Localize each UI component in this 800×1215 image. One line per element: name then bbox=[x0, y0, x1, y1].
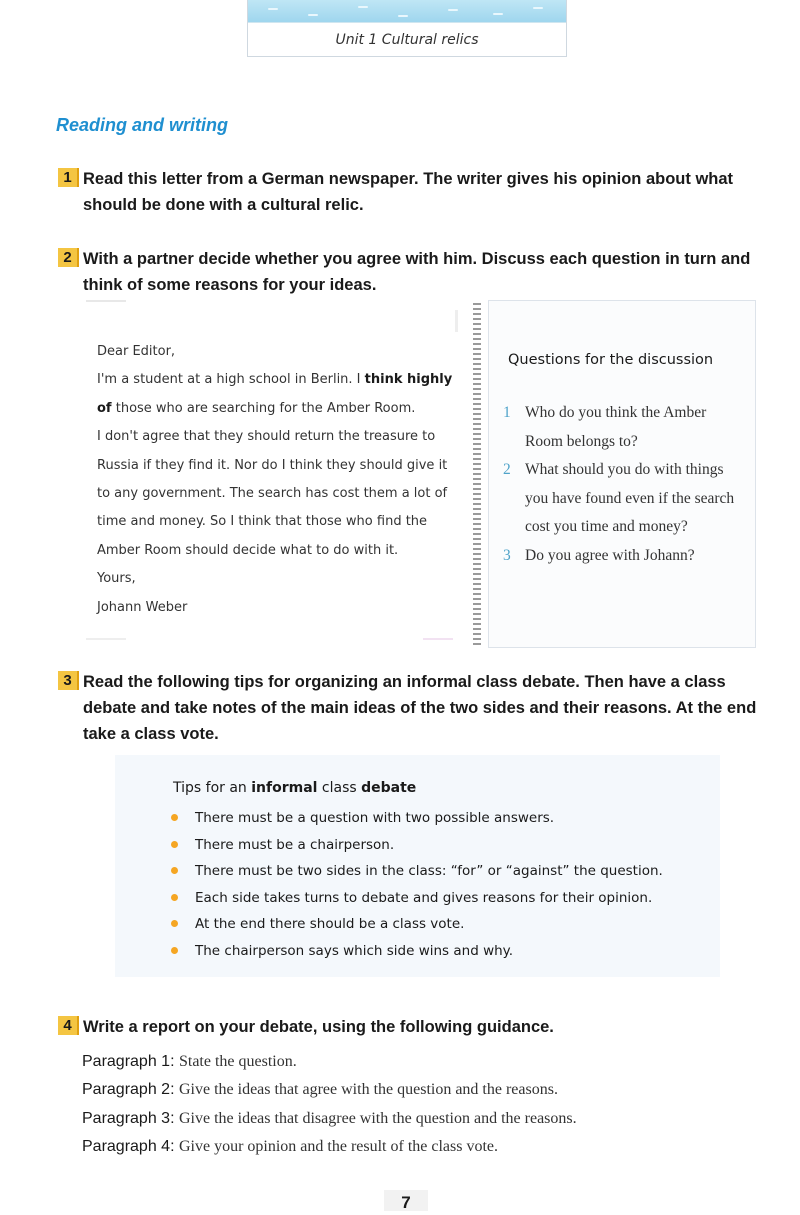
task-number-badge: 2 bbox=[58, 248, 79, 267]
guidance-text: State the question. bbox=[178, 1053, 297, 1070]
tip-item bbox=[170, 938, 663, 965]
guidance-text: Give your opinion and the result of the class vote. bbox=[178, 1137, 499, 1155]
guidance-label: Paragraph 1: bbox=[82, 1053, 175, 1070]
tip-text: There must be a chairperson. bbox=[195, 836, 395, 853]
tip-item bbox=[170, 858, 663, 885]
divider bbox=[86, 300, 126, 302]
task-instruction: Read this letter from a German newspaper. The writer gives his opinion about what should be done with a cultural relic. bbox=[83, 170, 734, 214]
tip-text: There must be a question with two possible answers. bbox=[195, 810, 555, 826]
bullet-icon bbox=[171, 894, 178, 901]
task-1 bbox=[58, 166, 763, 218]
task-instruction: With a partner decide whether you agree with him. Discuss each question in turn and think of some reasons for your ideas. bbox=[83, 250, 751, 294]
guidance-label: Paragraph 4: bbox=[82, 1137, 175, 1155]
tip-text: There must be two sides in the class: “for” or “against” the question. bbox=[195, 863, 663, 880]
guidance-item bbox=[82, 1048, 577, 1076]
letter-text: I'm a student at a high school in Berlin. I bbox=[97, 372, 365, 388]
unit-title: Unit 1 Cultural relics bbox=[335, 32, 479, 48]
tip-text: Each side takes turns to debate and gives reasons for their opinion. bbox=[195, 889, 653, 906]
guidance-text: Give the ideas that agree with the question and the reasons. bbox=[178, 1081, 558, 1099]
question-text: Do you agree with Johann? bbox=[525, 546, 695, 564]
bullet-icon bbox=[171, 841, 178, 848]
question-text: What should you do with things you have found even if the search cost you time and money? bbox=[525, 461, 735, 535]
question-number: 3 bbox=[503, 546, 511, 564]
bullet-icon bbox=[171, 867, 178, 874]
highlighted-phrase: think highly of bbox=[97, 372, 453, 416]
letter-signature: Johann Weber bbox=[97, 599, 188, 615]
guidance-item bbox=[82, 1133, 577, 1161]
letter-salutation: Dear Editor, bbox=[97, 344, 176, 359]
guidance-list bbox=[82, 1048, 577, 1161]
guidance-label: Paragraph 2: bbox=[82, 1081, 175, 1099]
question-item bbox=[503, 399, 743, 456]
tips-list bbox=[170, 805, 663, 965]
question-text: Who do you think the Amber Room belongs to? bbox=[525, 404, 707, 450]
question-number: 2 bbox=[503, 461, 511, 478]
task-number-badge: 3 bbox=[58, 671, 79, 690]
task-4 bbox=[58, 1014, 763, 1040]
unit-banner bbox=[247, 0, 567, 57]
task-2 bbox=[58, 246, 763, 298]
tips-title bbox=[173, 780, 416, 796]
tips-title-bold: informal bbox=[251, 780, 318, 796]
divider bbox=[455, 310, 458, 332]
letter-paragraph: I don't agree that they should return the treasure to Russia if they find it. Nor do I think they should give it to any government. The search has cost them a lot of time and money. So I think that those who find the Amber Room should decide what to do with it. bbox=[97, 429, 448, 558]
task-instruction: Write a report on your debate, using the following guidance. bbox=[83, 1018, 554, 1036]
bullet-icon bbox=[171, 920, 178, 927]
page-number: 7 bbox=[384, 1190, 428, 1211]
tips-title-bold: debate bbox=[361, 780, 417, 796]
tips-title-text: class bbox=[317, 780, 362, 796]
letter bbox=[97, 338, 457, 622]
task-number-badge: 4 bbox=[58, 1016, 79, 1035]
question-item bbox=[503, 456, 743, 542]
section-heading: Reading and writing bbox=[56, 115, 229, 135]
question-item bbox=[503, 542, 743, 571]
divider bbox=[86, 638, 126, 640]
bullet-icon bbox=[171, 947, 178, 954]
guidance-text: Give the ideas that disagree with the question and the reasons. bbox=[178, 1109, 577, 1127]
guidance-item bbox=[82, 1105, 577, 1133]
letter-paragraph bbox=[97, 366, 457, 423]
tip-item bbox=[170, 805, 663, 832]
discussion-questions bbox=[503, 399, 743, 570]
letter-closing: Yours, bbox=[97, 571, 136, 587]
question-number: 1 bbox=[503, 404, 511, 421]
task-number-badge: 1 bbox=[58, 168, 79, 187]
guidance-item bbox=[82, 1076, 577, 1104]
discussion-title: Questions for the discussion bbox=[508, 352, 714, 368]
divider bbox=[423, 638, 453, 640]
water-image bbox=[248, 0, 566, 23]
tips-title-text: Tips for an bbox=[173, 780, 252, 796]
tip-text: The chairperson says which side wins and why. bbox=[195, 942, 514, 959]
tip-item bbox=[170, 911, 663, 938]
task-instruction: Read the following tips for organizing an informal class debate. Then have a class debate and take notes of the main ideas of the two sides and their reasons. At the end take a class vote. bbox=[83, 673, 757, 743]
spiral-binding bbox=[473, 303, 481, 648]
letter-text: those who are searching for the Amber Room. bbox=[111, 400, 416, 416]
guidance-label: Paragraph 3: bbox=[82, 1109, 175, 1127]
tip-text: At the end there should be a class vote. bbox=[195, 916, 465, 933]
tip-item bbox=[170, 832, 663, 859]
tip-item bbox=[170, 885, 663, 912]
bullet-icon bbox=[171, 814, 178, 821]
task-3 bbox=[58, 669, 763, 747]
